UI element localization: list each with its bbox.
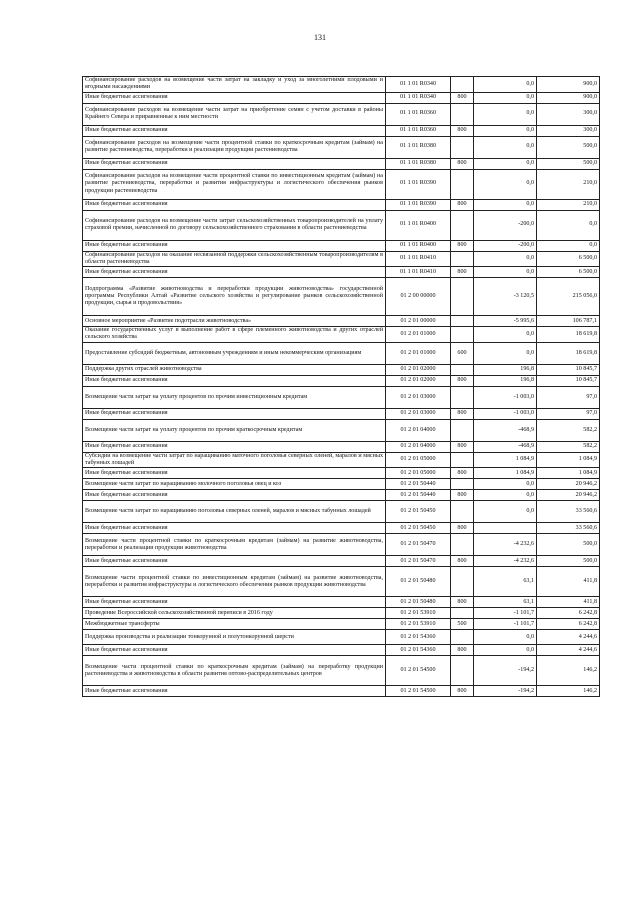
row-code-cell: 01 2 01 50480 xyxy=(386,597,451,608)
row-change-cell: 0,0 xyxy=(474,103,537,125)
row-name-cell: Межбюджетные трансферты xyxy=(83,619,386,630)
row-total-cell: 500,0 xyxy=(537,158,600,169)
table-row xyxy=(83,210,600,240)
row-name-cell: Софинансирование расходов на оказание несвязанной поддержки сельскохозяйственным товаропроизводителям в области растениеводства xyxy=(83,251,386,267)
row-code-cell: 01 2 01 01000 xyxy=(386,327,451,343)
row-code-cell: 01 2 01 54500 xyxy=(386,656,451,686)
row-code-cell: 01 2 01 00000 xyxy=(386,316,451,327)
row-total-cell: 1 084,9 xyxy=(537,468,600,479)
row-total-cell: 0,0 xyxy=(537,240,600,251)
row-code-cell: 01 1 01 R0390 xyxy=(386,199,451,210)
row-name-cell: Иные бюджетные ассигнования xyxy=(83,490,386,501)
table-row xyxy=(83,645,600,656)
row-code-cell: 01 2 01 01000 xyxy=(386,342,451,364)
row-code-cell: 01 2 01 50470 xyxy=(386,556,451,567)
row-name-cell: Иные бюджетные ассигнования xyxy=(83,92,386,103)
table-row xyxy=(83,523,600,534)
budget-table xyxy=(82,76,600,697)
table-row xyxy=(83,125,600,136)
row-change-cell: -4 232,6 xyxy=(474,556,537,567)
row-change-cell: 0,0 xyxy=(474,77,537,93)
row-kind-cell: 800 xyxy=(451,556,474,567)
row-code-cell: 01 2 00 00000 xyxy=(386,278,451,316)
table-row xyxy=(83,92,600,103)
row-name-cell: Иные бюджетные ассигнования xyxy=(83,125,386,136)
row-total-cell: 97,0 xyxy=(537,386,600,408)
row-code-cell: 01 2 01 03000 xyxy=(386,386,451,408)
row-change-cell: 196,8 xyxy=(474,364,537,375)
row-change-cell: 1 084,9 xyxy=(474,452,537,468)
row-name-cell: Возмещение части процентной ставки по краткосрочным кредитам (займам) на развитие животноводства, переработки и реализации продукции животноводства xyxy=(83,534,386,556)
row-name-cell: Иные бюджетные ассигнования xyxy=(83,158,386,169)
row-code-cell: 01 1 01 R0380 xyxy=(386,158,451,169)
row-change-cell: 63,1 xyxy=(474,597,537,608)
row-total-cell: 146,2 xyxy=(537,686,600,697)
row-total-cell: 411,8 xyxy=(537,597,600,608)
table-row xyxy=(83,468,600,479)
row-name-cell: Возмещение части процентной ставки по инвестиционным кредитам (займам) на развитие животноводства, переработки и развития инфраструктуры и логистического обеспечения рынков продукции животноводства xyxy=(83,567,386,597)
row-total-cell: 6 500,0 xyxy=(537,251,600,267)
table-row xyxy=(83,267,600,278)
row-code-cell: 01 1 01 R0410 xyxy=(386,251,451,267)
row-code-cell: 01 2 01 02000 xyxy=(386,364,451,375)
row-code-cell: 01 1 01 R0390 xyxy=(386,169,451,199)
row-change-cell: -1 101,7 xyxy=(474,619,537,630)
table-row xyxy=(83,630,600,645)
row-code-cell: 01 1 01 R0340 xyxy=(386,92,451,103)
row-total-cell: 146,2 xyxy=(537,656,600,686)
row-code-cell: 01 1 01 R0410 xyxy=(386,267,451,278)
row-name-cell: Софинансирование расходов на возмещение части процентной ставки по инвестиционным кредитам (займам) на развитие растениеводства, переработки и развития инфраструктуры и логистического обеспечения рынков продукции растениеводства xyxy=(83,169,386,199)
row-change-cell: 0,0 xyxy=(474,645,537,656)
row-code-cell: 01 1 01 R0400 xyxy=(386,240,451,251)
row-name-cell: Софинансирование расходов на возмещение части процентной ставки по краткосрочным кредитам (займам) на развитие растениеводства, переработки и реализации продукции растениеводства xyxy=(83,136,386,158)
row-change-cell: -468,9 xyxy=(474,419,537,441)
table-row xyxy=(83,278,600,316)
row-change-cell: 0,0 xyxy=(474,630,537,645)
row-kind-cell: 800 xyxy=(451,597,474,608)
row-kind-cell xyxy=(451,364,474,375)
row-name-cell: Софинансирование расходов на возмещение части затрат на закладку и уход за многолетними плодовыми и ягодными насаждениями xyxy=(83,77,386,93)
table-row xyxy=(83,619,600,630)
row-kind-cell xyxy=(451,419,474,441)
row-total-cell: 500,0 xyxy=(537,534,600,556)
row-change-cell: -200,0 xyxy=(474,240,537,251)
row-kind-cell xyxy=(451,452,474,468)
row-kind-cell xyxy=(451,103,474,125)
row-kind-cell: 800 xyxy=(451,441,474,452)
table-row xyxy=(83,386,600,408)
row-kind-cell: 800 xyxy=(451,408,474,419)
row-change-cell: -4 232,6 xyxy=(474,534,537,556)
row-change-cell: 0,0 xyxy=(474,199,537,210)
table-row xyxy=(83,77,600,93)
row-name-cell: Подпрограмма «Развитие животноводства и переработки продукции животноводства» государственной программы Республики Алтай «Развитие сельского хозяйства и регулирование рынков сельскохозяйственной продукции, сырья и продовольствия» xyxy=(83,278,386,316)
row-name-cell: Возмещение части затрат по наращиванию поголовья северных оленей, маралов и мясных табунных лошадей xyxy=(83,501,386,523)
row-total-cell: 900,0 xyxy=(537,92,600,103)
row-total-cell: 500,0 xyxy=(537,556,600,567)
row-total-cell: 106 787,1 xyxy=(537,316,600,327)
row-kind-cell: 800 xyxy=(451,125,474,136)
row-total-cell: 215 056,0 xyxy=(537,278,600,316)
row-change-cell: 0,0 xyxy=(474,125,537,136)
row-kind-cell: 800 xyxy=(451,92,474,103)
table-row xyxy=(83,364,600,375)
row-kind-cell: 800 xyxy=(451,199,474,210)
row-kind-cell: 800 xyxy=(451,267,474,278)
row-kind-cell xyxy=(451,479,474,490)
row-total-cell: 20 946,2 xyxy=(537,479,600,490)
row-change-cell: -468,9 xyxy=(474,441,537,452)
row-total-cell: 210,0 xyxy=(537,199,600,210)
table-row xyxy=(83,240,600,251)
row-code-cell: 01 2 01 50470 xyxy=(386,534,451,556)
row-total-cell: 10 845,7 xyxy=(537,375,600,386)
row-name-cell: Иные бюджетные ассигнования xyxy=(83,408,386,419)
row-name-cell: Иные бюджетные ассигнования xyxy=(83,240,386,251)
row-name-cell: Иные бюджетные ассигнования xyxy=(83,597,386,608)
table-row xyxy=(83,556,600,567)
row-kind-cell xyxy=(451,656,474,686)
table-row xyxy=(83,342,600,364)
row-kind-cell xyxy=(451,136,474,158)
table-row xyxy=(83,327,600,343)
row-change-cell: 0,0 xyxy=(474,490,537,501)
row-total-cell: 6 500,0 xyxy=(537,267,600,278)
row-kind-cell: 600 xyxy=(451,342,474,364)
table-row xyxy=(83,169,600,199)
row-name-cell: Софинансирование расходов на возмещение части затрат на приобретение семян с учетом доставки в районы Крайнего Севера и приравненные к ним местности xyxy=(83,103,386,125)
row-kind-cell: 800 xyxy=(451,490,474,501)
row-code-cell: 01 2 01 50450 xyxy=(386,523,451,534)
row-code-cell: 01 1 01 R0360 xyxy=(386,103,451,125)
row-kind-cell: 800 xyxy=(451,523,474,534)
row-change-cell: -1 003,0 xyxy=(474,408,537,419)
budget-table-body xyxy=(83,77,600,697)
row-total-cell: 6 242,8 xyxy=(537,619,600,630)
row-code-cell: 01 2 01 04000 xyxy=(386,441,451,452)
row-change-cell: 63,1 xyxy=(474,567,537,597)
row-name-cell: Иные бюджетные ассигнования xyxy=(83,556,386,567)
table-row xyxy=(83,419,600,441)
row-name-cell: Иные бюджетные ассигнования xyxy=(83,468,386,479)
row-total-cell: 18 619,8 xyxy=(537,342,600,364)
row-code-cell: 01 2 01 02000 xyxy=(386,375,451,386)
table-row xyxy=(83,490,600,501)
row-name-cell: Иные бюджетные ассигнования xyxy=(83,686,386,697)
row-change-cell: 0,0 xyxy=(474,267,537,278)
row-total-cell: 582,2 xyxy=(537,441,600,452)
table-row xyxy=(83,608,600,619)
row-total-cell: 300,0 xyxy=(537,103,600,125)
row-change-cell: -194,2 xyxy=(474,656,537,686)
row-code-cell: 01 2 01 05000 xyxy=(386,468,451,479)
row-code-cell: 01 1 01 R0360 xyxy=(386,125,451,136)
row-kind-cell xyxy=(451,567,474,597)
row-name-cell: Оказание государственных услуг в выполнение работ в сфере племенного животноводства и других отраслей сельского хозяйства xyxy=(83,327,386,343)
row-total-cell: 0,0 xyxy=(537,210,600,240)
row-name-cell: Возмещение части затрат на уплату процентов по прочим краткосрочным кредитам xyxy=(83,419,386,441)
row-code-cell: 01 2 01 54360 xyxy=(386,630,451,645)
row-change-cell: 0,0 xyxy=(474,158,537,169)
row-kind-cell xyxy=(451,386,474,408)
table-row xyxy=(83,103,600,125)
row-code-cell: 01 2 01 53910 xyxy=(386,619,451,630)
row-total-cell: 18 619,8 xyxy=(537,327,600,343)
table-row xyxy=(83,534,600,556)
row-kind-cell: 800 xyxy=(451,686,474,697)
row-code-cell: 01 2 01 54360 xyxy=(386,645,451,656)
row-code-cell: 01 2 01 50450 xyxy=(386,501,451,523)
row-name-cell: Проведение Всероссийской сельскохозяйственной переписи в 2016 году xyxy=(83,608,386,619)
row-kind-cell xyxy=(451,77,474,93)
row-change-cell: 0,0 xyxy=(474,479,537,490)
row-change-cell: 0,0 xyxy=(474,92,537,103)
row-kind-cell: 800 xyxy=(451,240,474,251)
row-change-cell: -1 003,0 xyxy=(474,386,537,408)
row-code-cell: 01 2 01 50440 xyxy=(386,490,451,501)
row-name-cell: Иные бюджетные ассигнования xyxy=(83,375,386,386)
row-change-cell: 1 084,9 xyxy=(474,468,537,479)
row-code-cell: 01 1 01 R0400 xyxy=(386,210,451,240)
table-row xyxy=(83,501,600,523)
row-change-cell xyxy=(474,523,537,534)
row-total-cell: 4 244,6 xyxy=(537,630,600,645)
row-kind-cell xyxy=(451,608,474,619)
row-change-cell: -1 101,7 xyxy=(474,608,537,619)
row-total-cell: 33 560,6 xyxy=(537,523,600,534)
row-code-cell: 01 2 01 03000 xyxy=(386,408,451,419)
row-total-cell: 500,0 xyxy=(537,136,600,158)
row-name-cell: Софинансирование расходов на возмещение части затрат сельскохозяйственных товаропроизводителей на уплату страховой премии, начисленной по договору сельскохозяйственного страхования в области растениеводства xyxy=(83,210,386,240)
row-kind-cell xyxy=(451,278,474,316)
row-total-cell: 97,0 xyxy=(537,408,600,419)
row-name-cell: Предоставление субсидий бюджетным, автономным учреждениям и иным некоммерческим организациям xyxy=(83,342,386,364)
row-name-cell: Иные бюджетные ассигнования xyxy=(83,441,386,452)
row-code-cell: 01 2 01 04000 xyxy=(386,419,451,441)
table-row xyxy=(83,597,600,608)
table-row xyxy=(83,408,600,419)
row-kind-cell xyxy=(451,251,474,267)
table-row xyxy=(83,251,600,267)
row-kind-cell: 800 xyxy=(451,468,474,479)
row-total-cell: 4 244,6 xyxy=(537,645,600,656)
row-kind-cell xyxy=(451,630,474,645)
row-kind-cell: 500 xyxy=(451,619,474,630)
row-change-cell: 0,0 xyxy=(474,169,537,199)
table-row xyxy=(83,158,600,169)
row-name-cell: Основное мероприятие «Развитие подотрасли животноводства» xyxy=(83,316,386,327)
table-row xyxy=(83,656,600,686)
row-total-cell: 1 084,9 xyxy=(537,452,600,468)
row-code-cell: 01 1 01 R0380 xyxy=(386,136,451,158)
row-code-cell: 01 1 01 R0340 xyxy=(386,77,451,93)
row-kind-cell xyxy=(451,169,474,199)
table-row xyxy=(83,316,600,327)
row-change-cell: 0,0 xyxy=(474,327,537,343)
row-total-cell: 900,0 xyxy=(537,77,600,93)
table-row xyxy=(83,686,600,697)
row-code-cell: 01 2 01 54500 xyxy=(386,686,451,697)
row-total-cell: 300,0 xyxy=(537,125,600,136)
row-code-cell: 01 2 01 50480 xyxy=(386,567,451,597)
row-code-cell: 01 2 01 50440 xyxy=(386,479,451,490)
row-total-cell: 33 560,6 xyxy=(537,501,600,523)
row-kind-cell: 800 xyxy=(451,158,474,169)
row-name-cell: Возмещение части затрат по наращиванию молочного поголовья овец и коз xyxy=(83,479,386,490)
row-kind-cell xyxy=(451,210,474,240)
page-number: 131 xyxy=(314,33,326,42)
table-row xyxy=(83,199,600,210)
row-name-cell: Иные бюджетные ассигнования xyxy=(83,267,386,278)
row-kind-cell xyxy=(451,501,474,523)
row-change-cell: -5 995,6 xyxy=(474,316,537,327)
row-name-cell: Субсидии на возмещение части затрат по наращиванию маточного поголовья северных оленей, маралов и мясных табунных лошадей xyxy=(83,452,386,468)
row-total-cell: 6 242,8 xyxy=(537,608,600,619)
row-name-cell: Поддержка других отраслей животноводства xyxy=(83,364,386,375)
row-name-cell: Поддержка производства и реализации тонкорунной и полутонкорунной шерсти xyxy=(83,630,386,645)
row-code-cell: 01 2 01 53910 xyxy=(386,608,451,619)
row-kind-cell xyxy=(451,327,474,343)
row-total-cell: 20 946,2 xyxy=(537,490,600,501)
table-row xyxy=(83,452,600,468)
row-kind-cell: 800 xyxy=(451,645,474,656)
row-name-cell: Иные бюджетные ассигнования xyxy=(83,523,386,534)
row-change-cell: 0,0 xyxy=(474,251,537,267)
table-row xyxy=(83,441,600,452)
row-change-cell: -194,2 xyxy=(474,686,537,697)
row-total-cell: 10 845,7 xyxy=(537,364,600,375)
row-change-cell: 0,0 xyxy=(474,501,537,523)
row-total-cell: 411,8 xyxy=(537,567,600,597)
table-row xyxy=(83,567,600,597)
row-name-cell: Иные бюджетные ассигнования xyxy=(83,645,386,656)
row-kind-cell xyxy=(451,316,474,327)
row-kind-cell: 800 xyxy=(451,375,474,386)
row-total-cell: 582,2 xyxy=(537,419,600,441)
table-row xyxy=(83,375,600,386)
row-change-cell: 0,0 xyxy=(474,342,537,364)
row-change-cell: 196,8 xyxy=(474,375,537,386)
row-change-cell: -3 120,5 xyxy=(474,278,537,316)
row-name-cell: Возмещение части процентной ставки по краткосрочным кредитам (займам) на переработку продукции растениеводства и животноводства в области развития оптово-распределительных центров xyxy=(83,656,386,686)
row-change-cell: 0,0 xyxy=(474,136,537,158)
row-change-cell: -200,0 xyxy=(474,210,537,240)
row-name-cell: Возмещение части затрат на уплату процентов по прочим инвестиционным кредитам xyxy=(83,386,386,408)
table-row xyxy=(83,136,600,158)
row-name-cell: Иные бюджетные ассигнования xyxy=(83,199,386,210)
row-kind-cell xyxy=(451,534,474,556)
row-code-cell: 01 2 01 05000 xyxy=(386,452,451,468)
table-row xyxy=(83,479,600,490)
row-total-cell: 210,0 xyxy=(537,169,600,199)
